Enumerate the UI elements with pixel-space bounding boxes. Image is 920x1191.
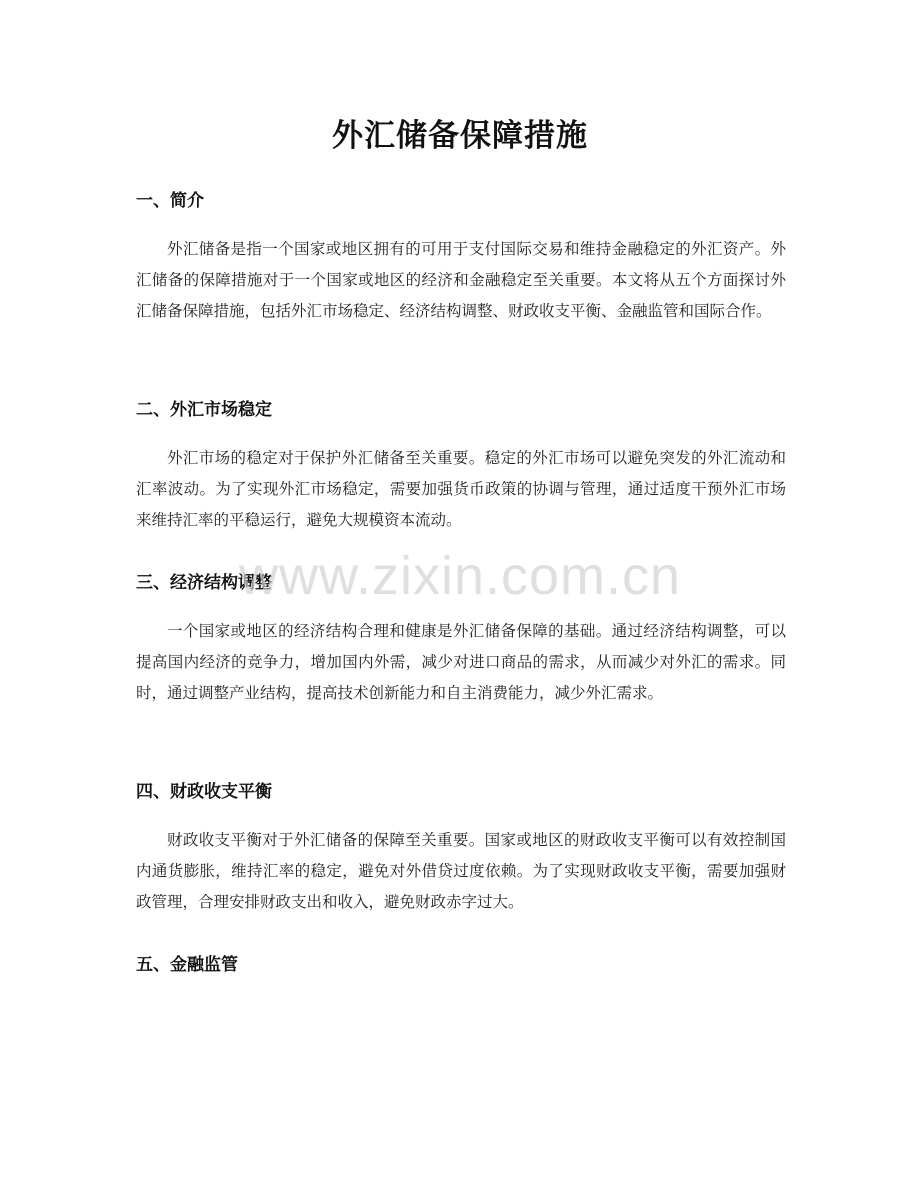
section-paragraph: 财政收支平衡对于外汇储备的保障至关重要。国家或地区的财政收支平衡可以有效控制国内通货膨胀，维持汇率的稳定，避免对外借贷过度依赖。为了实现财政收支平衡，需要加强财政管理，合理安排财政支出和收入，避免财政赤字过大。 bbox=[136, 831, 786, 911]
section-fiscal-balance bbox=[136, 780, 786, 918]
section-intro bbox=[136, 189, 786, 327]
section-financial-supervision bbox=[136, 953, 786, 977]
section-heading: 四、财政收支平衡 bbox=[136, 782, 272, 802]
section-forex-market bbox=[136, 398, 786, 536]
watermark-text: www.zixin.com.cn bbox=[238, 546, 682, 606]
section-heading: 五、金融监管 bbox=[136, 955, 238, 975]
section-heading: 三、经济结构调整 bbox=[136, 573, 272, 593]
document-title: 外汇储备保障措施 bbox=[332, 118, 588, 154]
section-heading: 二、外汇市场稳定 bbox=[136, 400, 272, 420]
section-paragraph: 外汇市场的稳定对于保护外汇储备至关重要。稳定的外汇市场可以避免突发的外汇流动和汇率波动。为了实现外汇市场稳定，需要加强货币政策的协调与管理，通过适度干预外汇市场来维持汇率的平稳运行，避免大规模资本流动。 bbox=[136, 449, 786, 529]
section-economic-structure bbox=[136, 571, 786, 709]
section-paragraph: 外汇储备是指一个国家或地区拥有的可用于支付国际交易和维持金融稳定的外汇资产。外汇储备的保障措施对于一个国家或地区的经济和金融稳定至关重要。本文将从五个方面探讨外汇储备保障措施，包括外汇市场稳定、经济结构调整、财政收支平衡、金融监管和国际合作。 bbox=[136, 240, 786, 320]
section-paragraph: 一个国家或地区的经济结构合理和健康是外汇储备保障的基础。通过经济结构调整，可以提高国内经济的竞争力，增加国内外需，减少对进口商品的需求，从而减少对外汇的需求。同时，通过调整产业结构，提高技术创新能力和自主消费能力，减少外汇需求。 bbox=[136, 622, 786, 702]
section-heading: 一、简介 bbox=[136, 191, 204, 211]
